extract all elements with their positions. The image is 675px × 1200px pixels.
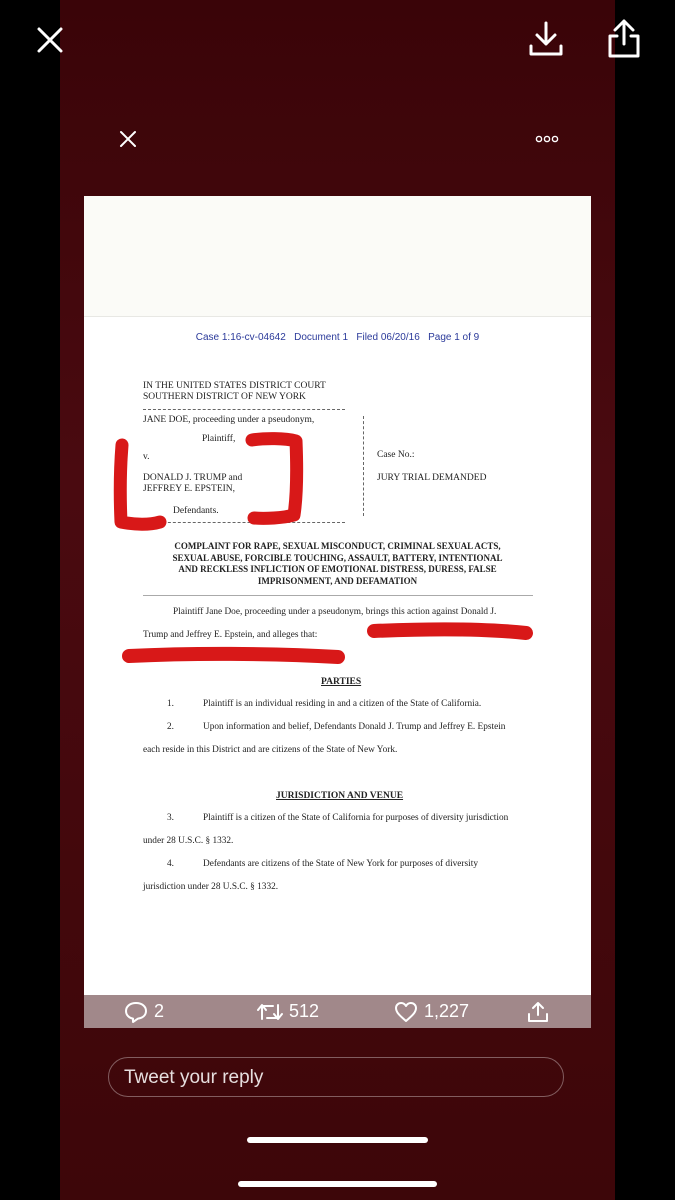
reply-input[interactable] [108,1057,564,1097]
annotation-left-bracket [120,445,160,524]
inner-home-indicator [247,1137,428,1143]
share-icon [527,1001,549,1023]
case-header: Case 1:16-cv-04642 Document 1 Filed 06/20/16 Page 1 of 9 [195,332,480,343]
annotation-right-bracket [252,439,297,519]
tweet-share-button[interactable] [527,995,549,1028]
reply-placeholder: Tweet your reply [124,1067,264,1088]
like-button[interactable] [394,995,469,1028]
para1-number: 1. [167,699,174,709]
defendants-label: Defendants. [173,506,219,516]
para2-text-cont: each reside in this District and are citizens of the State of New York. [143,745,398,755]
like-count: 1,227 [424,1001,470,1021]
reply-icon [124,1001,148,1023]
complaint-title-line: AND RECKLESS INFLICTION OF EMOTIONAL DISTRESS, DURESS, FALSE [178,564,497,574]
reply-count: 2 [154,1001,165,1021]
jury-demand: JURY TRIAL DEMANDED [377,473,487,483]
court-district: SOUTHERN DISTRICT OF NEW YORK [143,392,306,402]
complaint-title-line: COMPLAINT FOR RAPE, SEXUAL MISCONDUCT, CRIMINAL SEXUAL ACTS, [174,541,501,551]
section-parties: PARTIES [321,677,362,687]
tweet-action-bar [84,995,591,1028]
para4-text-cont: jurisdiction under 28 U.S.C. § 1332. [143,882,279,892]
defendant-line1: DONALD J. TRUMP and [143,473,243,483]
para1-text: Plaintiff is an individual residing in and a citizen of the State of California. [203,699,482,709]
versus: v. [143,452,150,462]
retweet-button[interactable] [257,995,319,1028]
section-jurisdiction: JURISDICTION AND VENUE [276,791,404,801]
para3-text-cont: under 28 U.S.C. § 1332. [143,836,234,846]
home-indicator[interactable] [238,1181,437,1187]
intro-line1: Plaintiff Jane Doe, proceeding under a pseudonym, brings this action against Donald J. [173,607,497,617]
para3-text: Plaintiff is a citizen of the State of California for purposes of diversity jurisdiction [203,813,509,823]
para4-number: 4. [167,859,174,869]
annotation-underline-left [129,654,338,657]
reply-button[interactable] [124,995,164,1028]
intro-line2: Trump and Jeffrey E. Epstein, and alleges that: [143,630,318,640]
case-number-label: Case No.: [377,450,415,460]
retweet-icon [257,1002,283,1022]
para2-text: Upon information and belief, Defendants Donald J. Trump and Jeffrey E. Epstein [203,722,506,732]
heart-icon [394,1001,418,1023]
court-name: IN THE UNITED STATES DISTRICT COURT [143,381,326,391]
para3-number: 3. [167,813,174,823]
annotation-underline-right [374,629,526,633]
para2-number: 2. [167,722,174,732]
para4-text: Defendants are citizens of the State of New York for purposes of diversity [203,859,478,869]
complaint-title-line: IMPRISONMENT, AND DEFAMATION [257,575,418,586]
complaint-title-line: SEXUAL ABUSE, FORCIBLE TOUCHING, ASSAULT, BATTERY, INTENTIONAL [172,552,503,563]
plaintiff-label: Plaintiff, [202,434,236,444]
retweet-count: 512 [289,1001,320,1021]
plaintiff-name: JANE DOE, proceeding under a pseudonym, [143,415,315,425]
defendant-line2: JEFFREY E. EPSTEIN, [143,484,236,494]
